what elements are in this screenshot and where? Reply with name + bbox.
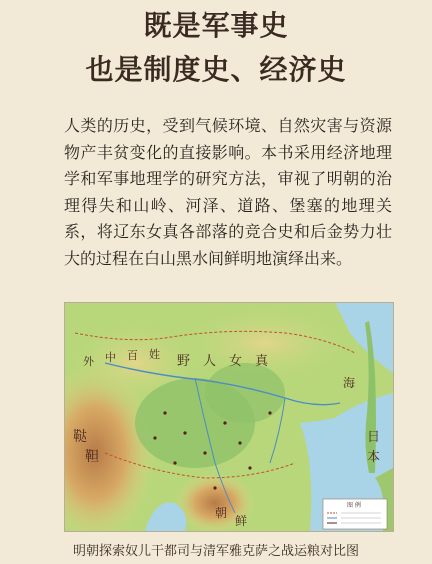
label-center-3: 女 [229,354,243,369]
label-north-1: 外 [83,355,94,368]
label-south-2: 鲜 [235,514,248,528]
title-line-1: 既是军事史 [143,9,289,42]
intro-paragraph: 人类的历史，受到气候环境、自然灾害与资源物产丰贫变化的直接影响。本书采用经济地理学和军事地理学的研究方法，审视了明朝的治理得失和山岭、河泽、道路、堡塞的地理关系，将辽东女真各部落的竞合史和后金势力壮大的过程在白山黑水间鲜明地演绎出来。 [64,116,392,268]
map-legend [323,499,387,529]
title-line-2: 也是制度史、经济史 [85,53,347,86]
topographic-map [64,302,394,532]
label-east-2: 本 [367,450,381,465]
map-svg [65,303,393,531]
label-west-2: 靼 [85,449,99,465]
label-west-1: 鞑 [73,429,87,445]
legend-title: 图 例 [347,502,361,509]
label-south-1: 朝 [215,506,228,520]
label-sea: 海 [343,376,356,390]
label-north-3: 百 [127,349,138,362]
river-plain [205,363,285,423]
label-center-4: 真 [255,354,269,369]
map-caption: 明朝探索奴儿干都司与清军雅克萨之战运粮对比图 [72,544,359,559]
label-center-2: 人 [203,354,217,369]
label-north-2: 中 [105,351,116,364]
label-north-4: 姓 [149,348,160,361]
label-center-1: 野 [177,354,191,369]
label-east-1: 日 [367,430,381,445]
